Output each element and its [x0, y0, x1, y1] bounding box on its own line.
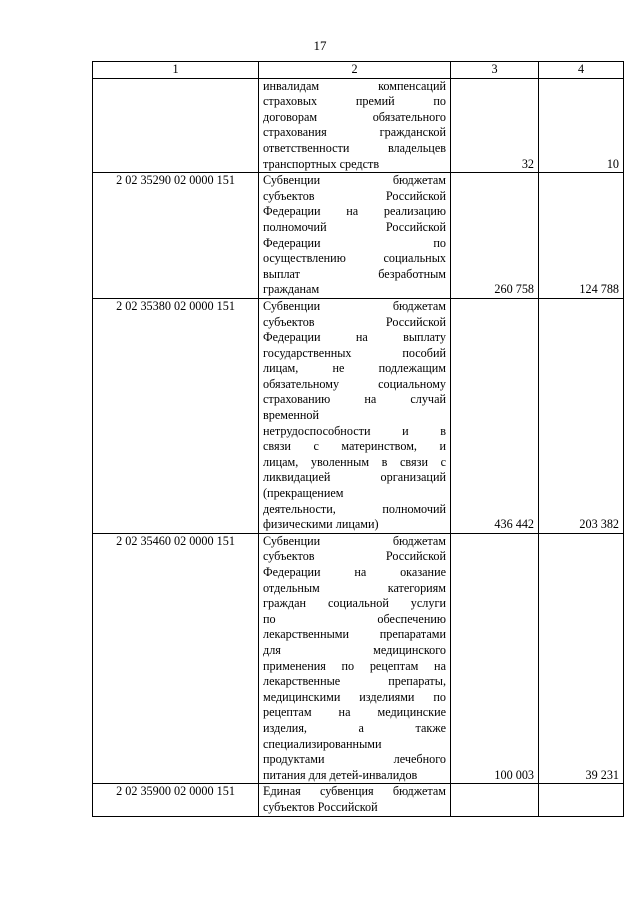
description-line: по обеспечению	[263, 611, 446, 626]
amount-col4-cell: 203 382	[539, 298, 624, 533]
description-line: Федерации на оказание	[263, 565, 446, 579]
description-line: государственных пособий	[263, 345, 446, 360]
description-line: ответственности владельцев	[263, 140, 446, 155]
description-cell	[259, 784, 451, 816]
description-line: граждан социальной услуги	[263, 596, 446, 611]
description-line: Единая субвенция бюджетам	[263, 784, 446, 799]
description-line: инвалидам компенсаций	[263, 78, 446, 93]
budget-code-cell	[93, 78, 259, 173]
description-line: Субвенции бюджетам	[263, 173, 446, 188]
description-line: специализированными	[263, 736, 382, 751]
header-cell-1: 1	[93, 62, 259, 79]
amount-col4-cell: 10	[539, 78, 624, 173]
table-row	[93, 78, 624, 173]
description-line: лицам, не подлежащим	[263, 361, 446, 376]
header-cell-4: 4	[539, 62, 624, 79]
description-line: субъектов Российской	[263, 188, 446, 203]
description-line: Субвенции бюджетам	[263, 533, 446, 548]
description-cell	[259, 298, 451, 533]
description-line: гражданам	[263, 282, 320, 297]
description-cell	[259, 78, 451, 173]
description-line: ликвидацией организаций	[263, 470, 446, 485]
amount-col4-cell	[539, 784, 624, 816]
header-cell-2: 2	[259, 62, 451, 79]
description-cell	[259, 173, 451, 299]
description-line: страховых премий по	[263, 94, 446, 109]
description-line: Субвенции бюджетам	[263, 298, 446, 313]
description-line: Федерации на выплату	[263, 330, 446, 345]
budget-code-cell: 2 02 35460 02 0000 151	[93, 533, 259, 784]
amount-col4-cell: 39 231	[539, 533, 624, 784]
description-line: страхования гражданской	[263, 125, 446, 140]
description-cell	[259, 533, 451, 784]
amount-col3-cell: 100 003	[451, 533, 539, 784]
description-line: обязательному социальному	[263, 376, 446, 391]
description-line: физическими лицами)	[263, 517, 379, 532]
description-line: договорам обязательного	[263, 109, 446, 124]
header-cell-3: 3	[451, 62, 539, 79]
description-line: выплат безработным	[263, 266, 446, 281]
description-line: осуществлению социальных	[263, 251, 446, 266]
description-line: страхованию на случай	[263, 392, 446, 407]
description-line: субъектов Российской	[263, 799, 378, 814]
description-line: Федерации по	[263, 235, 446, 250]
budget-code-cell: 2 02 35380 02 0000 151	[93, 298, 259, 533]
description-line: (прекращением	[263, 486, 344, 501]
amount-col3-cell: 260 758	[451, 173, 539, 299]
description-line: временной	[263, 408, 320, 423]
description-line: деятельности, полномочий	[263, 501, 446, 516]
description-line: питания для детей-инвалидов	[263, 767, 418, 782]
description-line: продуктами лечебного	[263, 752, 446, 767]
description-line: связи с материнством, и	[263, 439, 446, 454]
description-line: лицам, уволенным в связи с	[263, 454, 446, 469]
description-line: лекарственные препараты,	[263, 674, 446, 689]
description-line: для медицинского	[263, 642, 446, 657]
description-line: Федерации на реализацию	[263, 204, 446, 219]
amount-col3-cell: 32	[451, 78, 539, 173]
amount-col3-cell	[451, 784, 539, 816]
description-line: субъектов Российской	[263, 549, 446, 564]
description-line: нетрудоспособности и в	[263, 423, 446, 438]
budget-code-cell: 2 02 35900 02 0000 151	[93, 784, 259, 816]
table-header-row	[93, 62, 624, 79]
table-row	[93, 173, 624, 299]
budget-code-cell: 2 02 35290 02 0000 151	[93, 173, 259, 299]
description-line: применения по рецептам на	[263, 658, 446, 673]
description-line: субъектов Российской	[263, 314, 446, 329]
budget-table	[92, 61, 624, 817]
description-line: полномочий Российской	[263, 219, 446, 234]
description-line: рецептам на медицинские	[263, 705, 446, 720]
table-row	[93, 784, 624, 816]
description-line: отдельным категориям	[263, 580, 446, 595]
description-line: медицинскими изделиями по	[263, 689, 446, 704]
description-line: транспортных средств	[263, 156, 380, 171]
page-number: 17	[313, 38, 327, 53]
description-line: изделия, а также	[263, 720, 446, 735]
description-line: лекарственными препаратами	[263, 627, 446, 642]
table-row	[93, 298, 624, 533]
amount-col4-cell: 124 788	[539, 173, 624, 299]
table-row	[93, 533, 624, 784]
amount-col3-cell: 436 442	[451, 298, 539, 533]
